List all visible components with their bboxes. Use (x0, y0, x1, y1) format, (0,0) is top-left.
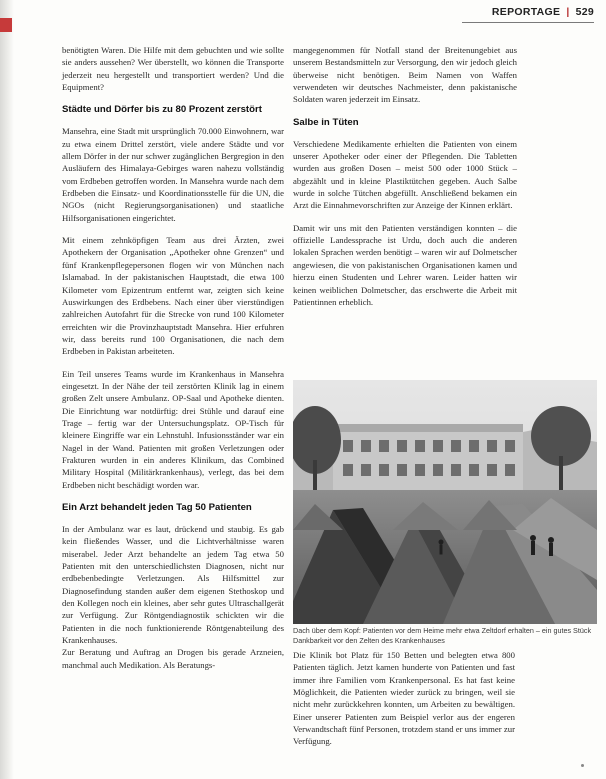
binding-gutter (0, 0, 14, 779)
paragraph-intro: benötigten Waren. Die Hilfe mit dem gebuchten und wie sollte sie anders aussehen? Wer überstellt, wo können die Transporte jederzeit neu hergestellt und transportiert werden? Und die Equipment? (62, 45, 284, 93)
header-separator: | (566, 6, 570, 18)
subheading-arzt: Ein Arzt behandelt jeden Tag 50 Patienten (62, 502, 252, 513)
running-header (492, 6, 594, 18)
header-rule (462, 22, 594, 23)
subheading-salbe: Salbe in Tüten (293, 116, 359, 128)
photo-caption: Dach über dem Kopf: Patienten vor dem Heime mehr etwa Zeltdorf erhalten – ein gutes Stück Dankbarkeit vor den Zelten des Krankenhauses (293, 626, 592, 645)
subheading-staedte: Städte und Dörfer bis zu 80 Prozent zerstört (62, 104, 262, 116)
page-number: 529 (575, 6, 594, 18)
hospital-building (333, 424, 523, 494)
left-column (62, 44, 284, 671)
right-column-bottom (293, 649, 515, 748)
tent-camp-photo (293, 380, 597, 624)
paragraph-right-bottom: Die Klinik bot Platz für 150 Betten und belegten etwa 800 Patienten täglich. Jetzt kamen hunderte von Patienten und fast immer ihre Familien vom Krankenpersonal. Es hat fast keine Möglichkeit, die Patienten wieder zurück zu bringen, weil sie nicht mehr zurückkehren konnten, um Arbeiten zu bewältigen. Einer unserer Patienten zum Beispiel verlor aus der engeren Verwandtschaft fünf Personen, trotzdem stand er uns immer zur Verfügung. (293, 650, 515, 747)
paragraph-staedte: Mansehra, eine Stadt mit ursprünglich 70.000 Einwohnern, war zu etwa einem Drittel zerstört, viele andere Städte und vor allem Dörfer in der nur schwer zugänglichen Bergregion in den Ausläufern des Himalaya-Gebirges waren nahezu vollständig vom Erdbeben getroffen worden. In Mansehra wurde nach dem Erdbeben die Einsatz- und Koordinationsstelle für die UN, die NGOs (nicht Regierungsorganisationen) und staatliche Hilfsorganisationen eingerichtet. (62, 126, 284, 223)
paragraph-ambulanz: Ein Teil unseres Teams wurde im Krankenhaus in Mansehra eingesetzt. In der Nähe der teil zerstörten Klinik lag in einem großen Zelt unsere Ambulanz. OP-Saal und Apotheke dienten. Die Einrichtung war notdürftig: drei Stühle und darauf eine Trage – fertig war der Untersuchungsplatz. OP-Tisch für kleinere Eingriffe war ein Lehnstuhl. Infusionsständer war ein Nagel in der Wand. Patienten mit großen Verletzungen oder Frakturen wurden in ein anderes Klinikum, das Combined Military Hospital (Militärkrankenhaus), verlegt, das bei dem Erdbeben nicht beschädigt worden war. (62, 368, 284, 490)
paragraph-arzt: In der Ambulanz war es laut, drückend und staubig. Es gab kein fließendes Wasser, und die Lichtverhältnisse waren miserabel. Jeder Arzt behandelte an jedem Tag etwa 50 Patienten mit den unterschiedlichsten Diagnosen, nicht nur erdbebenbedingte Verletzungen. Als Hilfsmittel zur Diagnosefindung standen außer dem eigenen Stethoskop und den Kollegen noch ein kleines, aber sehr gutes Ultraschallgerät zur Verfügung. Zur Röntgendiagnostik schickten wir die Patienten in die noch funktionierende Röntgenabteilung des Krankenhauses. (62, 524, 284, 646)
paragraph-salbe: Verschiedene Medikamente erhielten die Patienten von einem unserer Apotheker oder einer der Pflegenden. Die Tabletten wurden aus großen Dosen – meist 500 oder 1000 Stück – abgezählt und in kleine Plastiktütchen gegeben. Auch Salbe wurde in solche Tütchen abgefüllt. Anschließend bekamen ein Arzt die Einnahmevorschriften zur Anzeige der Kinnen erklärt. (293, 138, 517, 211)
right-column-top (293, 44, 517, 318)
paragraph-sprache: Damit wir uns mit den Patienten verständigen konnten – die offizielle Landessprache ist Urdu, doch auch die anderen lokalen Sprachen werden benötigt – waren wir auf Dolmetscher angewiesen, die von pakistanischen Organisationen kamen und hierzu einen Studenten und Lehrer waren. Leider hatten wir keinen weiblichen Dolmetscher, das erschwerte die Arbeit mit Patientinnen erheblich. (293, 222, 517, 307)
paragraph-arzt-end: Zur Beratung und Auftrag an Drogen bis gerade Arzneien, manchmal auch Medikation. Als Beratungs- (62, 647, 284, 670)
color-registration-mark (0, 18, 12, 32)
page-edge-mark (581, 764, 584, 767)
photo-illustration (293, 380, 597, 624)
paragraph-right-top: mangegenommen für Notfall stand der Breitenungebiet aus unserem Bestandsmitteln zur Versorgung, den wir jedoch gleich überweise nicht benötigen. Beim Namen von Waffen verwendeten wir deutsches Nachmeister, denn pakistanische Soldaten waren jederzeit im Einsatz. (293, 45, 517, 105)
section-title: REPORTAGE (491, 6, 561, 18)
paragraph-team: Mit einem zehnköpfigen Team aus drei Ärzten, zwei Apothekern der Organisation „Apotheker ohne Grenzen“ und fünf Krankenpflegepersonen flogen wir von München nach Islamabad. In der pakistanischen Hauptstadt, die etwa 100 Kilometer vom Epizentrum entfernt war, zeigten sich keine Auswirkungen des Erdbebens. Nach einer über vierstündigen zahlreichen Autofahrt für die Strecke von rund 100 Kilometer erreichten wir die Provinzhauptstadt Mansehra. Hier erfuhren wir, dass bereits rund 100 Organisationen, die nach dem Erdbeben in Pakistan arbeiteten. (62, 235, 284, 357)
